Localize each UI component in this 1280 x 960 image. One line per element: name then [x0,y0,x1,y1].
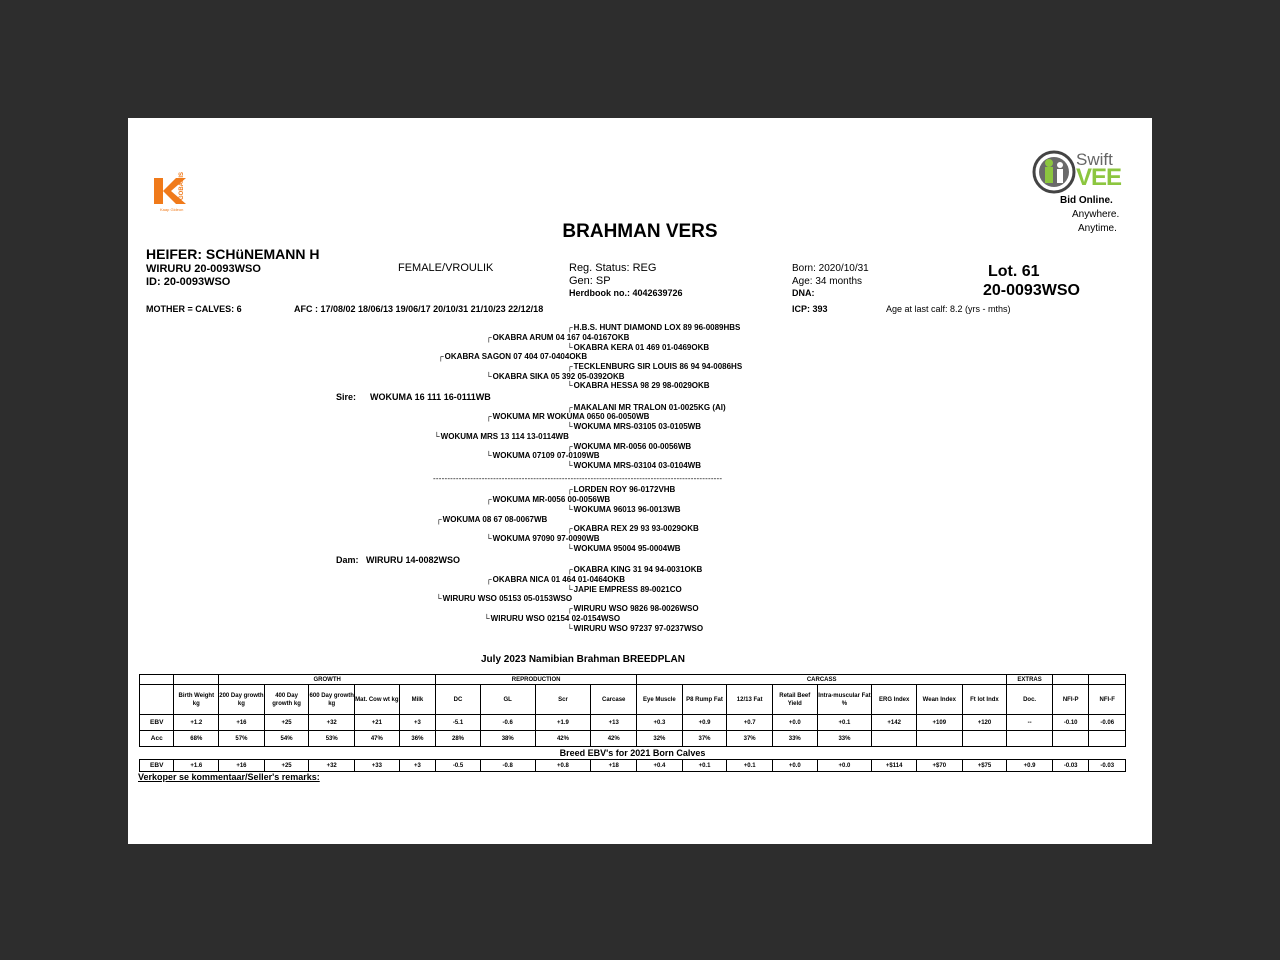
column-header: 200 Day growth kg [219,685,265,715]
value-cell: 57% [219,731,265,747]
column-header: Retail Beef Yield [772,685,817,715]
value-cell: +25 [264,760,309,772]
corner-cell [174,675,219,685]
value-cell [1089,731,1126,747]
pedigree-line: └WOKUMA MRS-03105 03-0105WB [567,422,701,431]
herdbook-no: Herdbook no.: 4042639726 [569,288,683,298]
value-cell: +3 [399,760,436,772]
pedigree-line: └OKABRA HESSA 98 29 98-0029OKB [567,381,710,390]
age: Age: 34 months [792,276,863,287]
value-cell: +1.9 [535,715,591,731]
column-header: DC [436,685,481,715]
lot-id: 20-0093WSO [983,282,1080,299]
value-cell: 28% [436,731,481,747]
born: Born: 2020/10/31 [792,263,869,274]
breedplan-table [139,674,1126,772]
dna: DNA: [792,288,815,298]
value-cell: 47% [355,731,400,747]
value-cell: -0.8 [480,760,535,772]
value-cell: +120 [962,715,1007,731]
pedigree-line: └WIRURU WSO 02154 02-0154WSO [484,614,621,623]
column-header: 12/13 Fat [727,685,773,715]
pedigree-line: ┌H.B.S. HUNT DIAMOND LOX 89 96-0089HBS [567,323,741,332]
pedigree-line: ┌OKABRA REX 29 93 93-0029OKB [567,524,699,533]
pedigree-line: ┌TECKLENBURG SIR LOUIS 86 94 94-0086HS [567,362,743,371]
pedigree-line: └JAPIE EMPRESS 89-0021CO [567,585,682,594]
value-cell: +0.1 [727,760,773,772]
value-cell: +18 [591,760,637,772]
pedigree-line: ┌OKABRA SAGON 07 404 07-0404OKB [438,352,588,361]
column-header: P8 Rump Fat [682,685,727,715]
pedigree-line: └WIRURU WSO 97237 97-0237WSO [567,624,704,633]
breedplan-table-body [140,675,1126,772]
value-cell: -0.03 [1089,760,1126,772]
group-carcass: CARCASS [637,675,1007,685]
column-header: Carcase [591,685,637,715]
value-cell: +109 [916,715,962,731]
column-header: NFI-P [1052,685,1089,715]
column-header: Scr [535,685,591,715]
value-cell: +21 [355,715,400,731]
value-cell: 53% [309,731,355,747]
value-cell: +16 [219,715,265,731]
value-cell: 42% [535,731,591,747]
column-header: Doc. [1007,685,1053,715]
column-header-row [140,685,1126,715]
sire-label: Sire: [336,392,357,402]
heifer-name: HEIFER: SCHüNEMANN H [146,246,320,262]
pedigree-line: └OKABRA SIKA 05 392 05-0392OKB [486,372,625,381]
seller-remarks-label: Verkoper se kommentaar/Seller's remarks: [138,772,320,782]
value-cell: +33 [355,760,400,772]
corner-cell [140,675,174,685]
group-blank-cell [1052,675,1089,685]
kaap-side-text: GOBABIS [179,171,185,200]
column-header: ERG Index [872,685,917,715]
column-header: Birth Weight kg [174,685,219,715]
pedigree-line: ┌WIRURU WSO 9826 98-0026WSO [567,604,699,613]
page-title: BRAHMAN VERS [562,221,718,242]
value-cell: -5.1 [436,715,481,731]
lot-number: Lot. 61 [988,263,1040,280]
acc-row [140,731,1126,747]
value-cell: -0.6 [480,715,535,731]
column-header: Intra-muscular Fat % [817,685,872,715]
dam-label: Dam: [336,555,359,565]
value-cell: +1.2 [174,715,219,731]
value-cell: +0.8 [535,760,591,772]
column-header: Milk [399,685,436,715]
value-cell: +32 [309,760,355,772]
sex: FEMALE/VROULIK [398,262,494,274]
value-cell: +0.1 [682,760,727,772]
value-cell: +25 [264,715,309,731]
value-cell: -0.10 [1052,715,1089,731]
value-cell: +0.9 [682,715,727,731]
pedigree-separator: ----------------------------------------------------------------------------------------------------- [433,474,723,483]
group-extras: EXTRAS [1007,675,1053,685]
value-cell: -0.5 [436,760,481,772]
anywhere-text: Anywhere. [1072,209,1120,220]
value-cell: 33% [817,731,872,747]
column-header: GL [480,685,535,715]
breed-title-row [140,747,1126,760]
pedigree-line: ┌LORDEN ROY 96-0172VHB [567,485,676,494]
value-cell: +0.4 [637,760,683,772]
row-label: Acc [140,731,174,747]
group-blank-cell [1089,675,1126,685]
value-cell: +$75 [962,760,1007,772]
value-cell: +16 [219,760,265,772]
pedigree-line: └WOKUMA 97090 97-0090WB [486,534,600,543]
value-cell: +0.1 [817,715,872,731]
pedigree-line: ┌WOKUMA MR-0056 00-0056WB [486,495,611,504]
pedigree-line: ┌OKABRA KING 31 94 94-0031OKB [567,565,703,574]
breedplan-title: July 2023 Namibian Brahman BREEDPLAN [481,654,685,665]
bid-online-text: Bid Online. [1060,195,1113,206]
kaap-gobabis-logo [152,171,204,216]
value-cell [872,731,917,747]
dam-name: WIRURU 14-0082WSO [366,555,461,565]
mother-calves: MOTHER = CALVES: 6 [146,304,242,314]
value-cell: -0.06 [1089,715,1126,731]
value-cell: 42% [591,731,637,747]
column-header: Ft lot Indx [962,685,1007,715]
value-cell [1007,731,1053,747]
swift-text: Swift [1076,150,1113,169]
value-cell: +0.0 [772,715,817,731]
value-cell [1052,731,1089,747]
value-cell: +0.9 [1007,760,1053,772]
column-header: Eye Muscle [637,685,683,715]
group-growth: GROWTH [219,675,436,685]
gen: Gen: SP [569,275,611,287]
value-cell: +32 [309,715,355,731]
pedigree-line: ┌OKABRA NICA 01 464 01-0464OKB [486,575,626,584]
pedigree-line: └WOKUMA 07109 07-0109WB [486,451,600,460]
column-header: 400 Day growth kg [264,685,309,715]
group-header-row [140,675,1126,685]
value-cell: +0.0 [817,760,872,772]
column-header: NFI-F [1089,685,1126,715]
pedigree-line: └WOKUMA 95004 95-0004WB [567,544,681,553]
pedigree-line: ┌WOKUMA MR WOKUMA 0650 06-0050WB [486,412,650,421]
kaap-small-text: Kaap Gideon [160,207,184,212]
afc-dates: AFC : 17/08/02 18/06/13 19/06/17 20/10/31 21/10/23 22/12/18 [294,304,544,314]
value-cell [962,731,1007,747]
breed-ebv-title: Breed EBV's for 2021 Born Calves [140,747,1126,760]
value-cell: +0.3 [637,715,683,731]
value-cell: 36% [399,731,436,747]
value-cell: +$70 [916,760,962,772]
value-cell: +142 [872,715,917,731]
sire-name: WOKUMA 16 111 16-0111WB [370,392,491,402]
value-cell: 54% [264,731,309,747]
value-cell: +13 [591,715,637,731]
value-cell: +0.0 [772,760,817,772]
row-label: EBV [140,715,174,731]
breed-ebv-row [140,760,1126,772]
pedigree-line: └WIRURU WSO 05153 05-0153WSO [436,594,573,603]
value-cell: 32% [637,731,683,747]
value-cell: +1.6 [174,760,219,772]
value-cell: 33% [772,731,817,747]
pedigree-line: └WOKUMA MRS-03104 03-0104WB [567,461,701,470]
anytime-text: Anytime. [1078,223,1117,234]
value-cell: 37% [682,731,727,747]
value-cell: +0.7 [727,715,773,731]
value-cell: -0.03 [1052,760,1089,772]
icp: ICP: 393 [792,304,828,314]
pedigree-line: └OKABRA KERA 01 469 01-0469OKB [567,343,710,352]
value-cell: 68% [174,731,219,747]
value-cell [916,731,962,747]
value-cell: +$114 [872,760,917,772]
group-reproduction: REPRODUCTION [436,675,637,685]
row-label: EBV [140,760,174,772]
document-page [128,118,1152,844]
row-label-cell [140,685,174,715]
column-header: Wean Index [916,685,962,715]
value-cell: +3 [399,715,436,731]
ebv-row [140,715,1126,731]
value-cell: -- [1007,715,1053,731]
vee-text: VEE [1076,164,1122,191]
pedigree-line: ┌WOKUMA MR-0056 00-0056WB [567,442,692,451]
reg-status: Reg. Status: REG [569,262,657,274]
pedigree-line: ┌WOKUMA 08 67 08-0067WB [436,515,548,524]
column-header: 600 Day growth kg [309,685,355,715]
pedigree-line: ┌MAKALANI MR TRALON 01-0025KG (AI) [567,403,726,412]
column-header: Mat. Cow wt kg [355,685,400,715]
value-cell: 38% [480,731,535,747]
value-cell: 37% [727,731,773,747]
pedigree-line: └WOKUMA MRS 13 114 13-0114WB [434,432,569,441]
pedigree-line: └WOKUMA 96013 96-0013WB [567,505,681,514]
pedigree-line: ┌OKABRA ARUM 04 167 04-0167OKB [486,333,630,342]
animal-id: ID: 20-0093WSO [146,276,231,288]
brand-id: WIRURU 20-0093WSO [146,263,261,275]
swiftvee-emblem-icon [1032,150,1076,194]
age-last-calf: Age at last calf: 8.2 (yrs - mths) [886,304,1011,314]
